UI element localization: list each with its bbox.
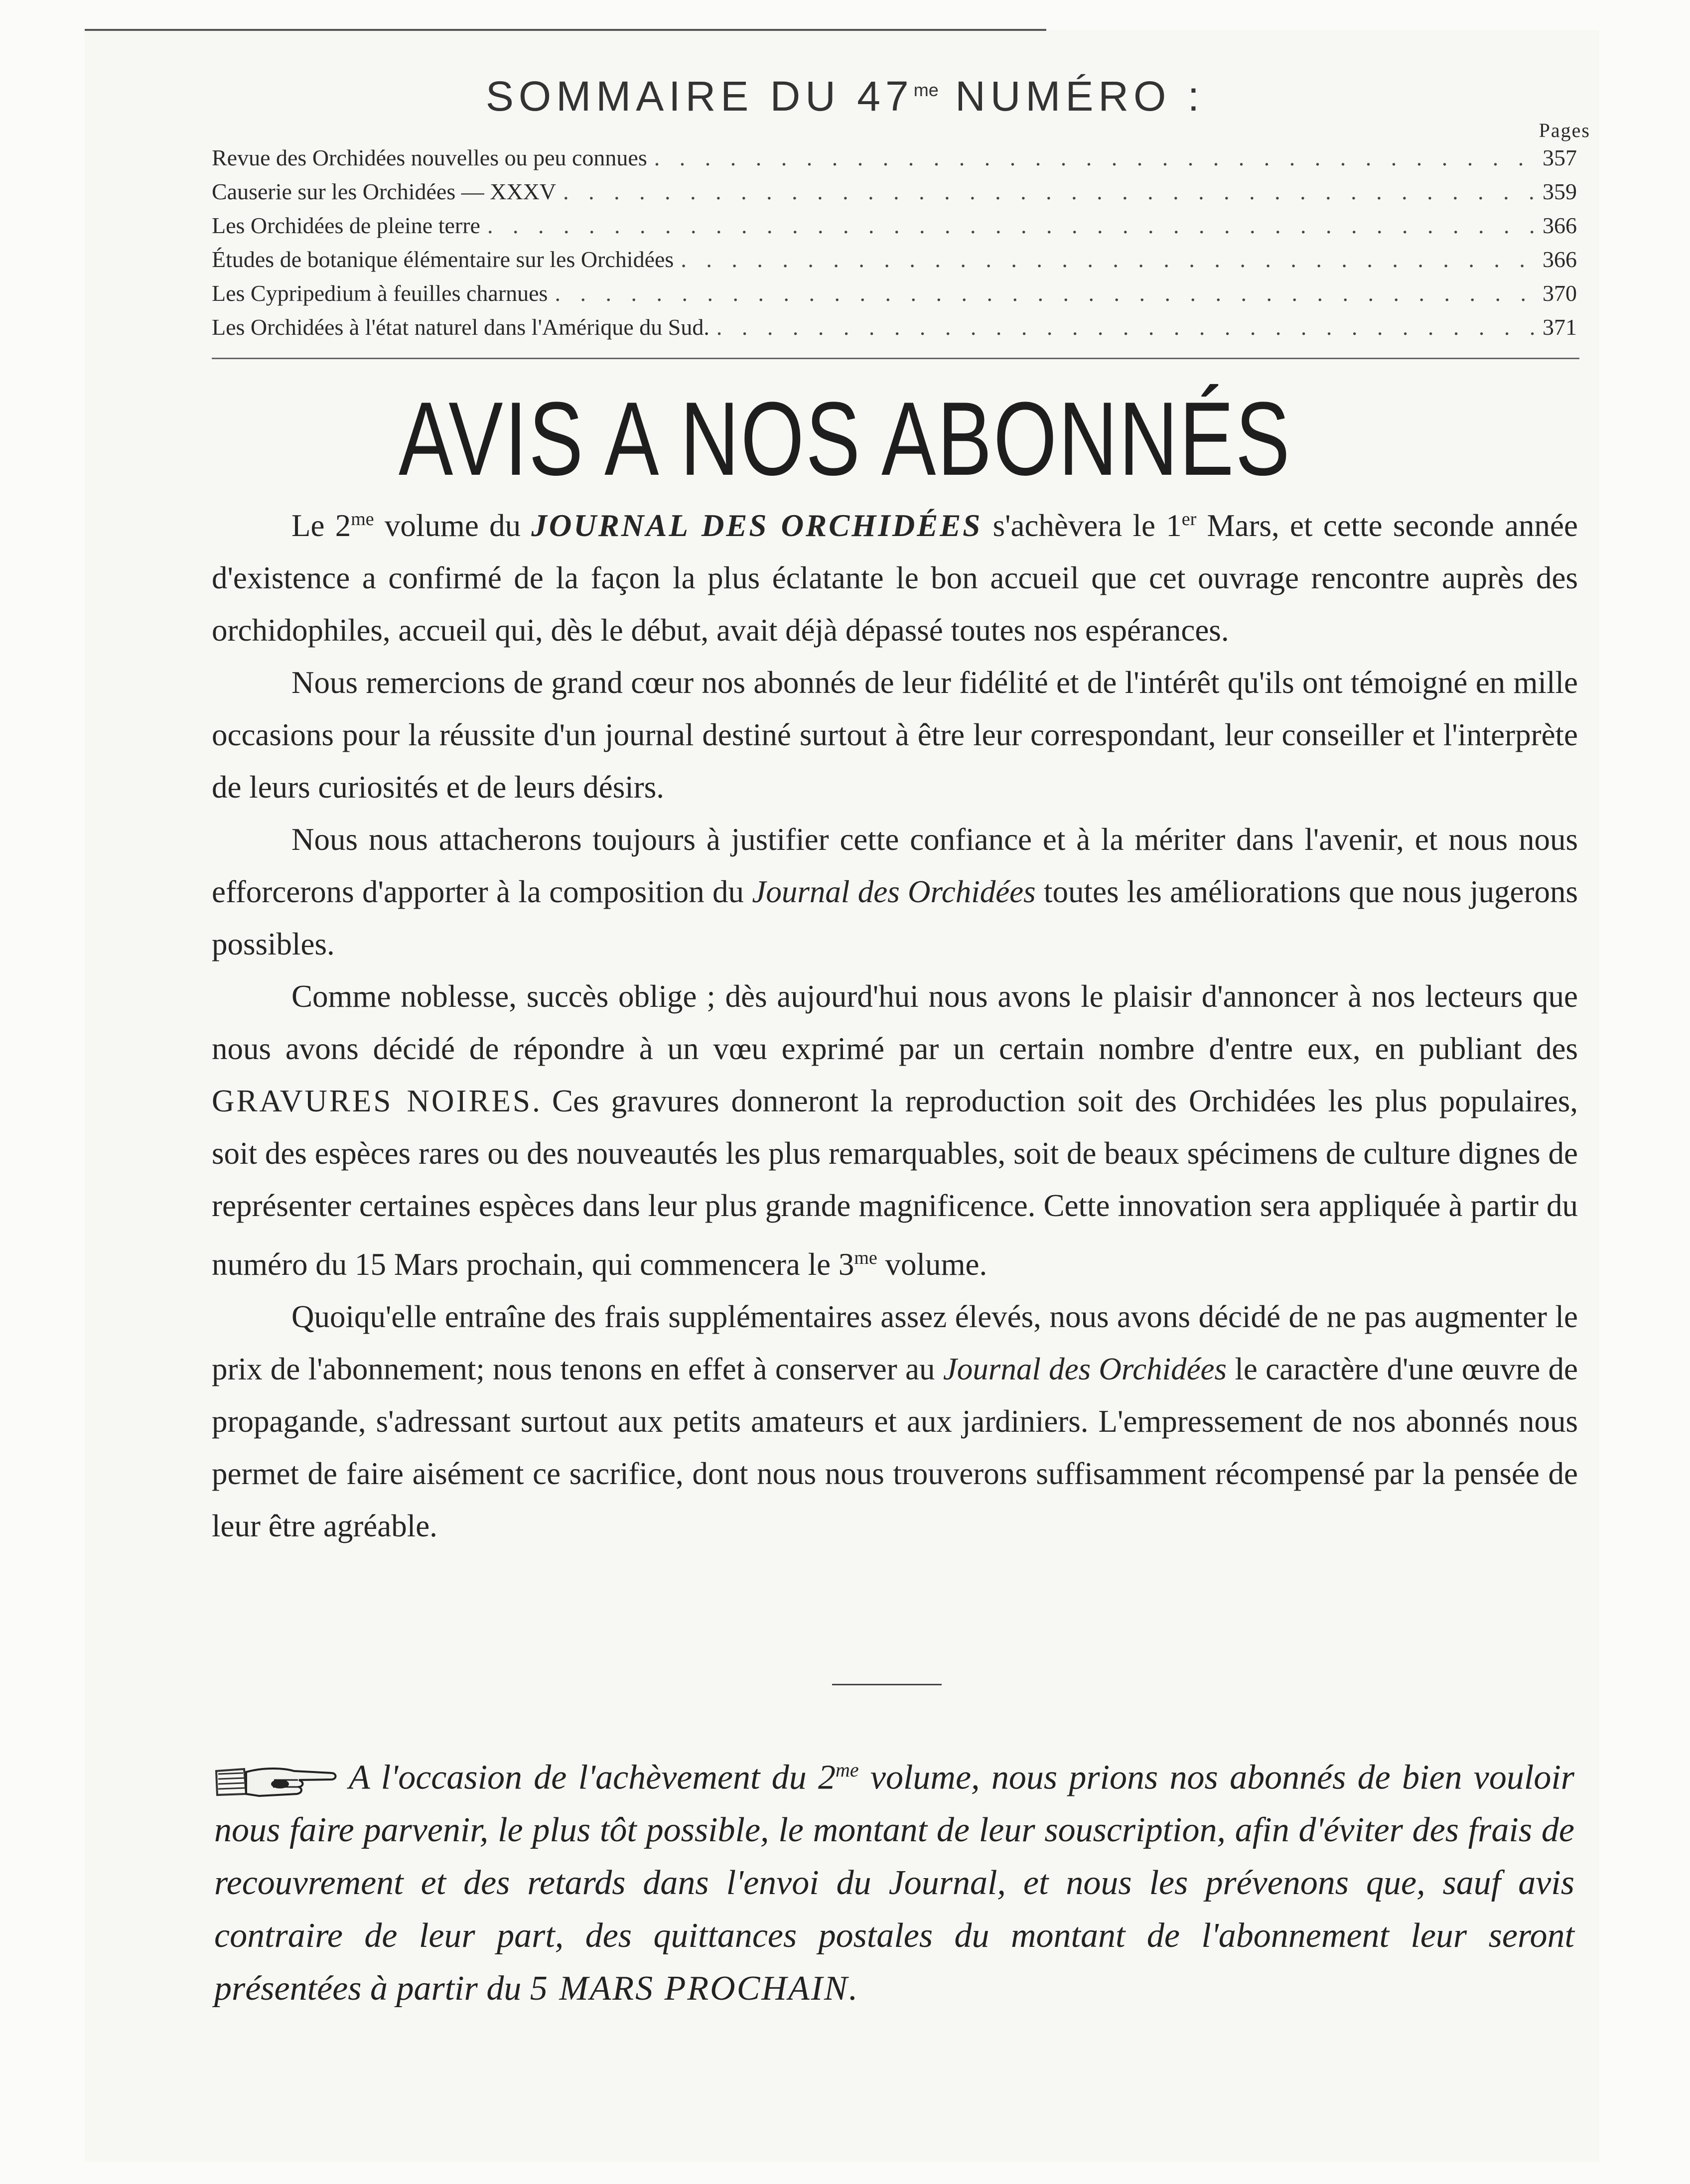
top-rule xyxy=(85,29,1046,31)
paragraph: Le $2^{me}$ volume du JOURNAL DES ORCHIDÉES s'achèvera le 1er Mars, et cette seconde année d'existence a confirmé de la façon la plus éclatante le bon accueil que cet ouvrage rencontre auprès des orchidophiles, accueil qui, dès le début, avait déjà dépassé toutes nos espérances. xyxy=(212,508,1578,648)
paragraph: Quoiqu'elle entraîne des frais supplémentaires assez élevés, nous avons décidé de ne pas augmenter le prix de l'abonnement; nous tenons en effet à conserver au Journal des Orchidées le caractère d'une œuvre de propagande, s'adressant surtout aux petits amateurs et aux jardiniers. L'empressement de nos abonnés nous permet de faire aisément ce sacrifice, dont nous nous trouverons suffisamment récompensé par la pensée de leur être agréable. xyxy=(212,1299,1578,1543)
section-rule xyxy=(212,358,1579,359)
paragraph: Nous remercions de grand cœur nos abonnés de leur fidélité et de l'intérêt qu'ils ont témoigné en mille occasions pour la réussite d'un journal destiné surtout à être leur correspondant, leur conseiller et l'interprète de leurs curiosités et de leurs désirs. xyxy=(212,665,1578,805)
article-body xyxy=(212,493,1578,1552)
toc-entry: Causerie sur les Orchidées — XXXV . . . 359 xyxy=(212,178,1577,212)
pointing-hand-icon xyxy=(214,1763,339,1798)
toc-entry: Études de botanique élémentaire sur les Orchidées . . . 366 xyxy=(212,246,1577,280)
separator-rule xyxy=(832,1684,942,1685)
pages-label: Pages xyxy=(1539,119,1590,141)
page-title: AVIS A NOS ABONNÉS xyxy=(399,380,1291,497)
toc-entry: Revue des Orchidées nouvelles ou peu connues . . . 357 xyxy=(212,144,1577,178)
subscription-notice: A l'occasion de l'achèvement du $2^{me}$ volume, nous prions nos abonnés de bien vouloir nous faire parvenir, le plus tôt possible, le montant de leur souscription, afin d'éviter des frais de recouvrement et des retards dans l'envoi du Journal, et nous les prévenons que, sauf avis contraire de leur part, des quittances postales du montant de l'abonnement leur seront présentées à partir du 5 MARS PROCHAIN. xyxy=(214,1758,1575,2008)
toc-entry: Les Orchidées à l'état naturel dans l'Amérique du Sud. . . . 371 xyxy=(212,314,1577,348)
sommaire-heading: SOMMAIRE DU $47^{me}$ NUMÉRO : xyxy=(485,73,1205,120)
table-of-contents xyxy=(212,144,1577,348)
toc-entry: Les Orchidées de pleine terre . . . 366 xyxy=(212,212,1577,246)
paragraph: Comme noblesse, succès oblige ; dès aujourd'hui nous avons le plaisir d'annoncer à nos lecteurs que nous avons décidé de répondre à un vœu exprimé par un certain nombre d'entre eux, en publiant des GRAVURES NOIRES. Ces gravures donneront la reproduction soit des Orchidées les plus populaires, soit des espèces rares ou des nouveautés les plus remarquables, soit de beaux spécimens de culture dignes de représenter certaines espèces dans leur plus grande magnificence. Cette innovation sera appliquée à partir du numéro du 15 Mars prochain, qui commencera le $3^{me}$ volume. xyxy=(212,979,1578,1282)
toc-entry: Les Cypripedium à feuilles charnues . . . 370 xyxy=(212,280,1577,314)
paragraph: Nous nous attacherons toujours à justifier cette confiance et à la mériter dans l'avenir, et nous nous efforcerons d'apporter à la composition du Journal des Orchidées toutes les améliorations que nous jugerons possibles. xyxy=(212,822,1578,961)
